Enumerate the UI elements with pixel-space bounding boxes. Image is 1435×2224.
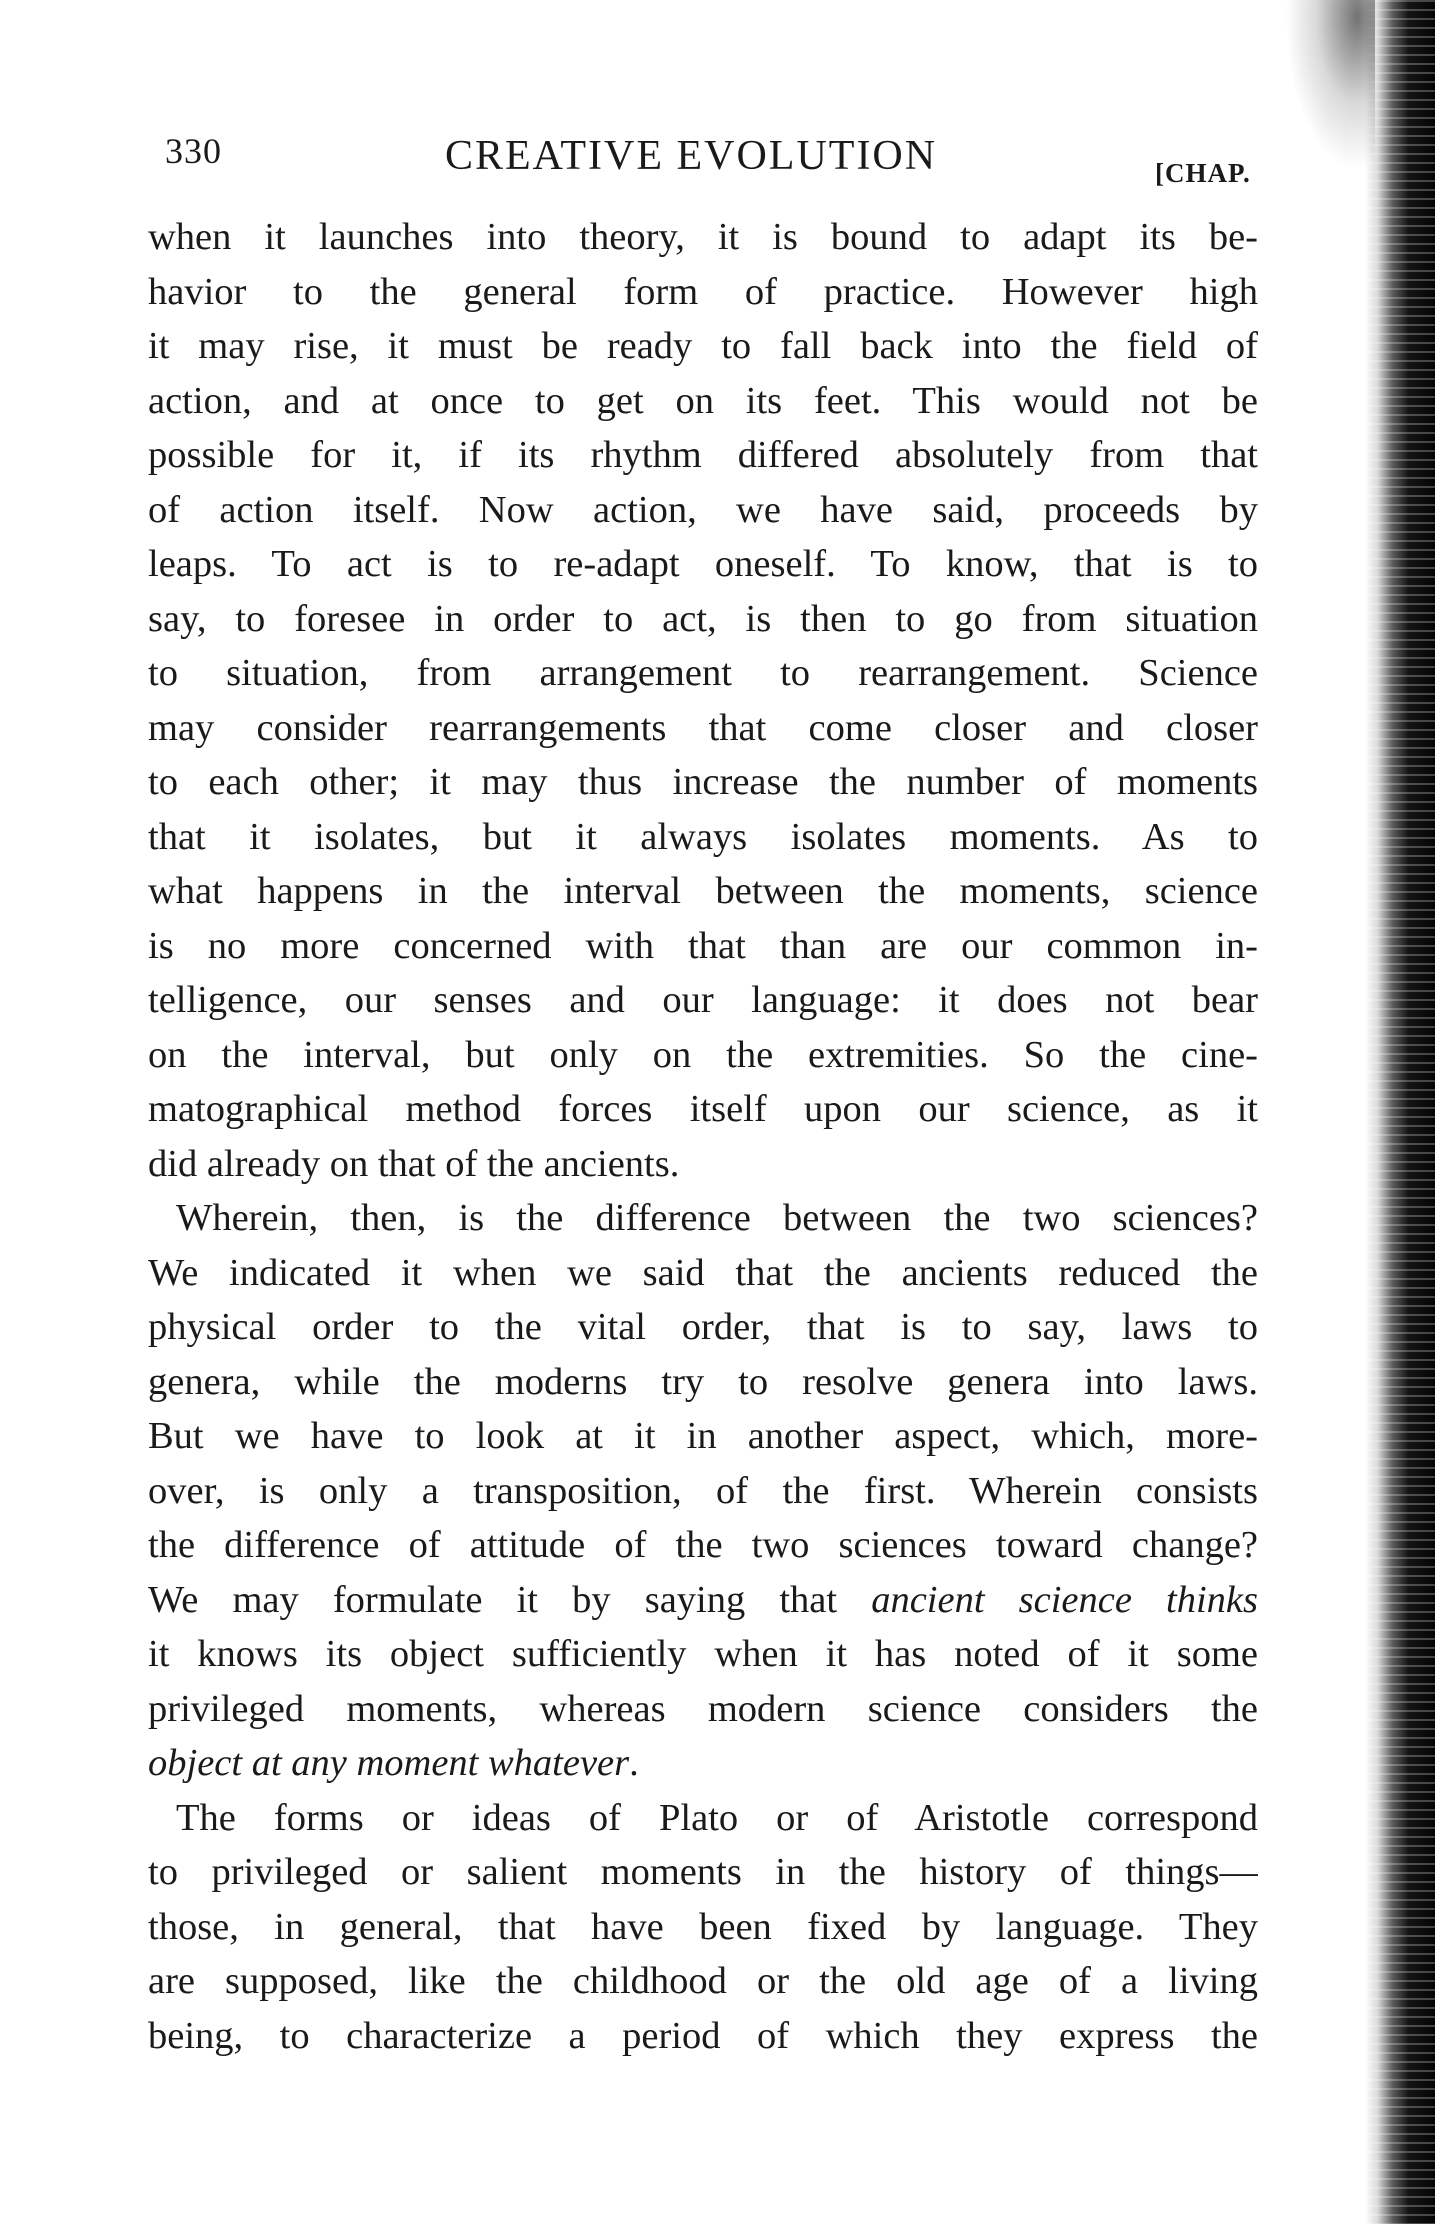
text-line: We indicated it when we said that the ancients reduced the — [148, 1251, 1258, 1294]
text-line: of action itself. Now action, we have said, proceeds by — [148, 488, 1258, 531]
text-line: to situation, from arrangement to rearrangement. Science — [148, 652, 1258, 694]
italic-text-line: privileged moments, whereas modern science considers the — [148, 1687, 1258, 1730]
section-mark: [CHAP. — [1155, 158, 1251, 188]
text-line: being, to characterize a period of which they express the — [148, 2014, 1258, 2057]
italic-segment: object at any moment whatever — [148, 1742, 630, 1784]
running-head: CREATIVE EVOLUTION — [445, 133, 938, 179]
text-line: when it launches into theory, it is bound to adapt its be- — [148, 216, 1258, 258]
text-line: the difference of attitude of the two sciences toward change? — [148, 1524, 1258, 1566]
text-line: physical order to the vital order, that is to say, laws to — [148, 1306, 1258, 1348]
text-line: But we have to look at it in another aspect, which, more- — [148, 1415, 1258, 1457]
text-line: to each other; it may thus increase the number of moments — [148, 761, 1258, 803]
text-line: on the interval, but only on the extremities. So the cine- — [148, 1033, 1258, 1076]
text-line: it may rise, it must be ready to fall back into the field of — [148, 325, 1258, 367]
text-line: possible for it, if its rhythm differed absolutely from that — [148, 434, 1258, 476]
body-text — [148, 210, 1258, 2090]
text-line: matographical method forces itself upon our science, as it — [148, 1088, 1258, 1130]
text-line: to privileged or salient moments in the history of things— — [148, 1851, 1258, 1893]
text-line: those, in general, that have been fixed by language. They — [148, 1905, 1258, 1948]
text-line — [148, 1736, 1258, 1791]
text-line: may consider rearrangements that come closer and closer — [148, 706, 1258, 749]
text-segment: We may formulate it by saying that — [148, 1578, 872, 1621]
text-line: that it isolates, but it always isolates moments. As to — [148, 815, 1258, 858]
text-segment: . — [629, 1742, 639, 1784]
text-line: genera, while the moderns try to resolve genera into laws. — [148, 1360, 1258, 1403]
text-line: are supposed, like the childhood or the old age of a living — [148, 1960, 1258, 2002]
text-line — [148, 1573, 1258, 1628]
page-number: 330 — [165, 131, 222, 171]
book-binding-edge — [1365, 0, 1435, 2224]
text-line: over, is only a transposition, of the first. Wherein consists — [148, 1469, 1258, 1512]
italic-segment: ancient science thinks — [871, 1578, 1258, 1621]
text-line: what happens in the interval between the moments, science — [148, 870, 1258, 912]
italic-text-line: it knows its object sufficiently when it has noted of it some — [148, 1633, 1258, 1675]
text-line: did already on that of the ancients. — [148, 1142, 680, 1185]
text-line: action, and at once to get on its feet. This would not be — [148, 379, 1258, 422]
page-header — [165, 130, 1275, 190]
text-line: telligence, our senses and our language: it does not bear — [148, 979, 1258, 1021]
binding-shadow — [1285, 0, 1375, 170]
text-line: leaps. To act is to re-adapt oneself. To know, that is to — [148, 543, 1258, 585]
text-line: is no more concerned with that than are our common in- — [148, 924, 1258, 967]
text-line: The forms or ideas of Plato or of Aristotle correspond — [176, 1796, 1258, 1839]
text-line: Wherein, then, is the difference between the two sciences? — [176, 1197, 1258, 1239]
text-line: say, to foresee in order to act, is then to go from situation — [148, 597, 1258, 640]
text-line: havior to the general form of practice. However high — [148, 270, 1258, 313]
